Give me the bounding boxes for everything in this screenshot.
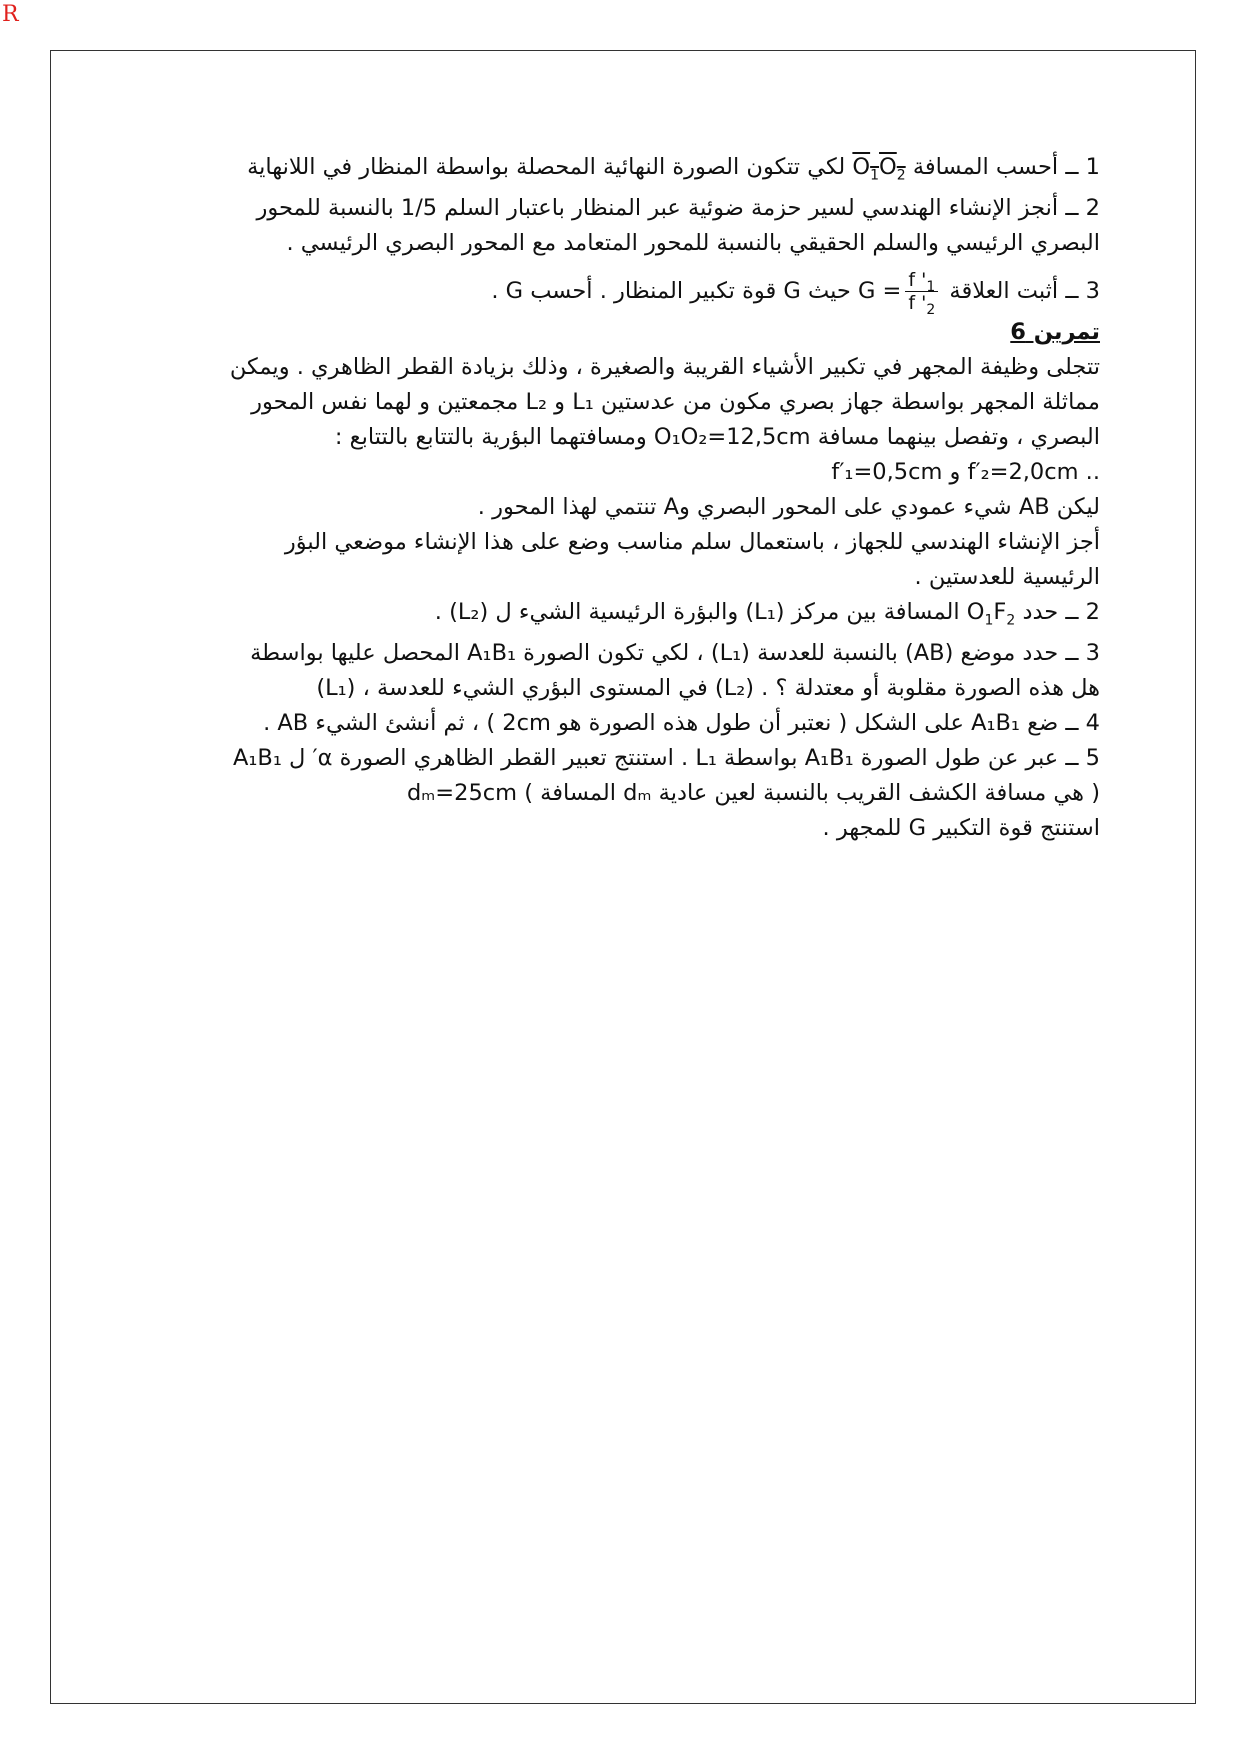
q1-text-before: ــ أحسب المسافة	[912, 154, 1079, 180]
exercise-question-5-line-2: dₘ=25cm ( المسافة dₘ هي مسافة الكشف القريب بالنسبة لعين عادية )	[406, 780, 1100, 806]
exercise-object-line: ليكن AB شيء عمودي على المحور البصري وA تنتمي لهذا المحور .	[477, 494, 1100, 520]
part1-question-2-line-2: البصري الرئيسي والسلم الحقيقي بالنسبة للمحور المتعامد مع المحور البصري الرئيسي .	[286, 230, 1100, 256]
q1-number: 1	[1085, 154, 1100, 180]
exercise-question-1-line-2: الرئيسية للعدستين .	[914, 564, 1100, 590]
part1-question-2-line-1: 2 ــ أنجز الإنشاء الهندسي لسير حزمة ضوئية عبر المنظار باعتبار السلم 1/5 بالنسبة للمحور	[256, 195, 1100, 221]
exercise-question-1-line-1: أجز الإنشاء الهندسي للجهاز ، باستعمال سلم مناسب وضع على هذا الإنشاء موضعي البؤر	[284, 529, 1100, 555]
eq2-number: 2	[1085, 599, 1100, 625]
q1-text-after: لكي تتكون الصورة النهائية المحصلة بواسطة المنظار في اللانهاية	[247, 154, 846, 180]
exercise-intro-line-1: تتجلى وظيفة المجهر في تكبير الأشياء القريبة والصغيرة ، وذلك بزيادة القطر الظاهري . ويمكن	[229, 354, 1100, 380]
eq2-text-before: ــ حدد	[1022, 599, 1079, 625]
part1-question-1	[150, 150, 1100, 185]
exercise-intro-line-2: مماثلة المجهر بواسطة جهاز بصري مكون من عدستين L₁ و L₂ مجمعتين و لهما نفس المحور	[251, 389, 1100, 415]
q3-text-after: حيث G قوة تكبير المنظار . أحسب G .	[491, 278, 851, 304]
exercise-question-4: 4 ــ ضع A₁B₁ على الشكل ( نعتبر أن طول هذه الصورة هو 2cm ) ، ثم أنشئ الشيء AB .	[263, 710, 1100, 736]
exercise-conclusion: استنتج قوة التكبير G للمجهر .	[822, 815, 1100, 841]
exercise-question-2	[150, 595, 1100, 630]
exercise-question-5-line-1: 5 ــ عبر عن طول الصورة A₁B₁ بواسطة L₁ . استنتج تعبير القطر الظاهري الصورة α′ ل A₁B₁	[232, 745, 1100, 771]
exercise-title: تمرين 6	[1010, 319, 1100, 345]
q3-text-before: ــ أثبت العلاقة	[949, 278, 1079, 304]
magnification-formula: G = $\frac{f '_1}{f '_2}$	[858, 267, 942, 315]
eq2-text-after: المسافة بين مركز (L₁) والبؤرة الرئيسية الشيء ل (L₂) .	[434, 599, 960, 625]
exercise-intro-line-3: البصري ، وتفصل بينهما مسافة O₁O₂=12,5cm ومسافتهما البؤرية بالتتابع بالتتابع :	[334, 424, 1100, 450]
part1-question-3	[150, 267, 1100, 318]
exercise-question-3-line-1: 3 ــ حدد موضع (AB) بالنسبة للعدسة (L₁) ، لكي تكون الصورة A₁B₁ المحصل عليها بواسطة	[250, 640, 1100, 666]
q3-number: 3	[1085, 278, 1100, 304]
focal-ratio-fraction: $\frac{f '_1}{f '_2}$	[905, 269, 938, 314]
exercise-question-3-line-2: (L₁) ، في المستوى البؤري الشيء للعدسة (L₂) . هل هذه الصورة مقلوبة أو معتدلة ؟	[316, 675, 1100, 701]
o1f2-distance: $O_1F_2$	[966, 599, 1016, 629]
corner-mark: R	[2, 2, 19, 27]
o1o2-distance: $O_1O_2$	[852, 154, 906, 184]
exercise-focal-values: f′₁=0,5cm و f′₂=2,0cm ..	[831, 459, 1100, 485]
document-body	[150, 150, 1100, 846]
